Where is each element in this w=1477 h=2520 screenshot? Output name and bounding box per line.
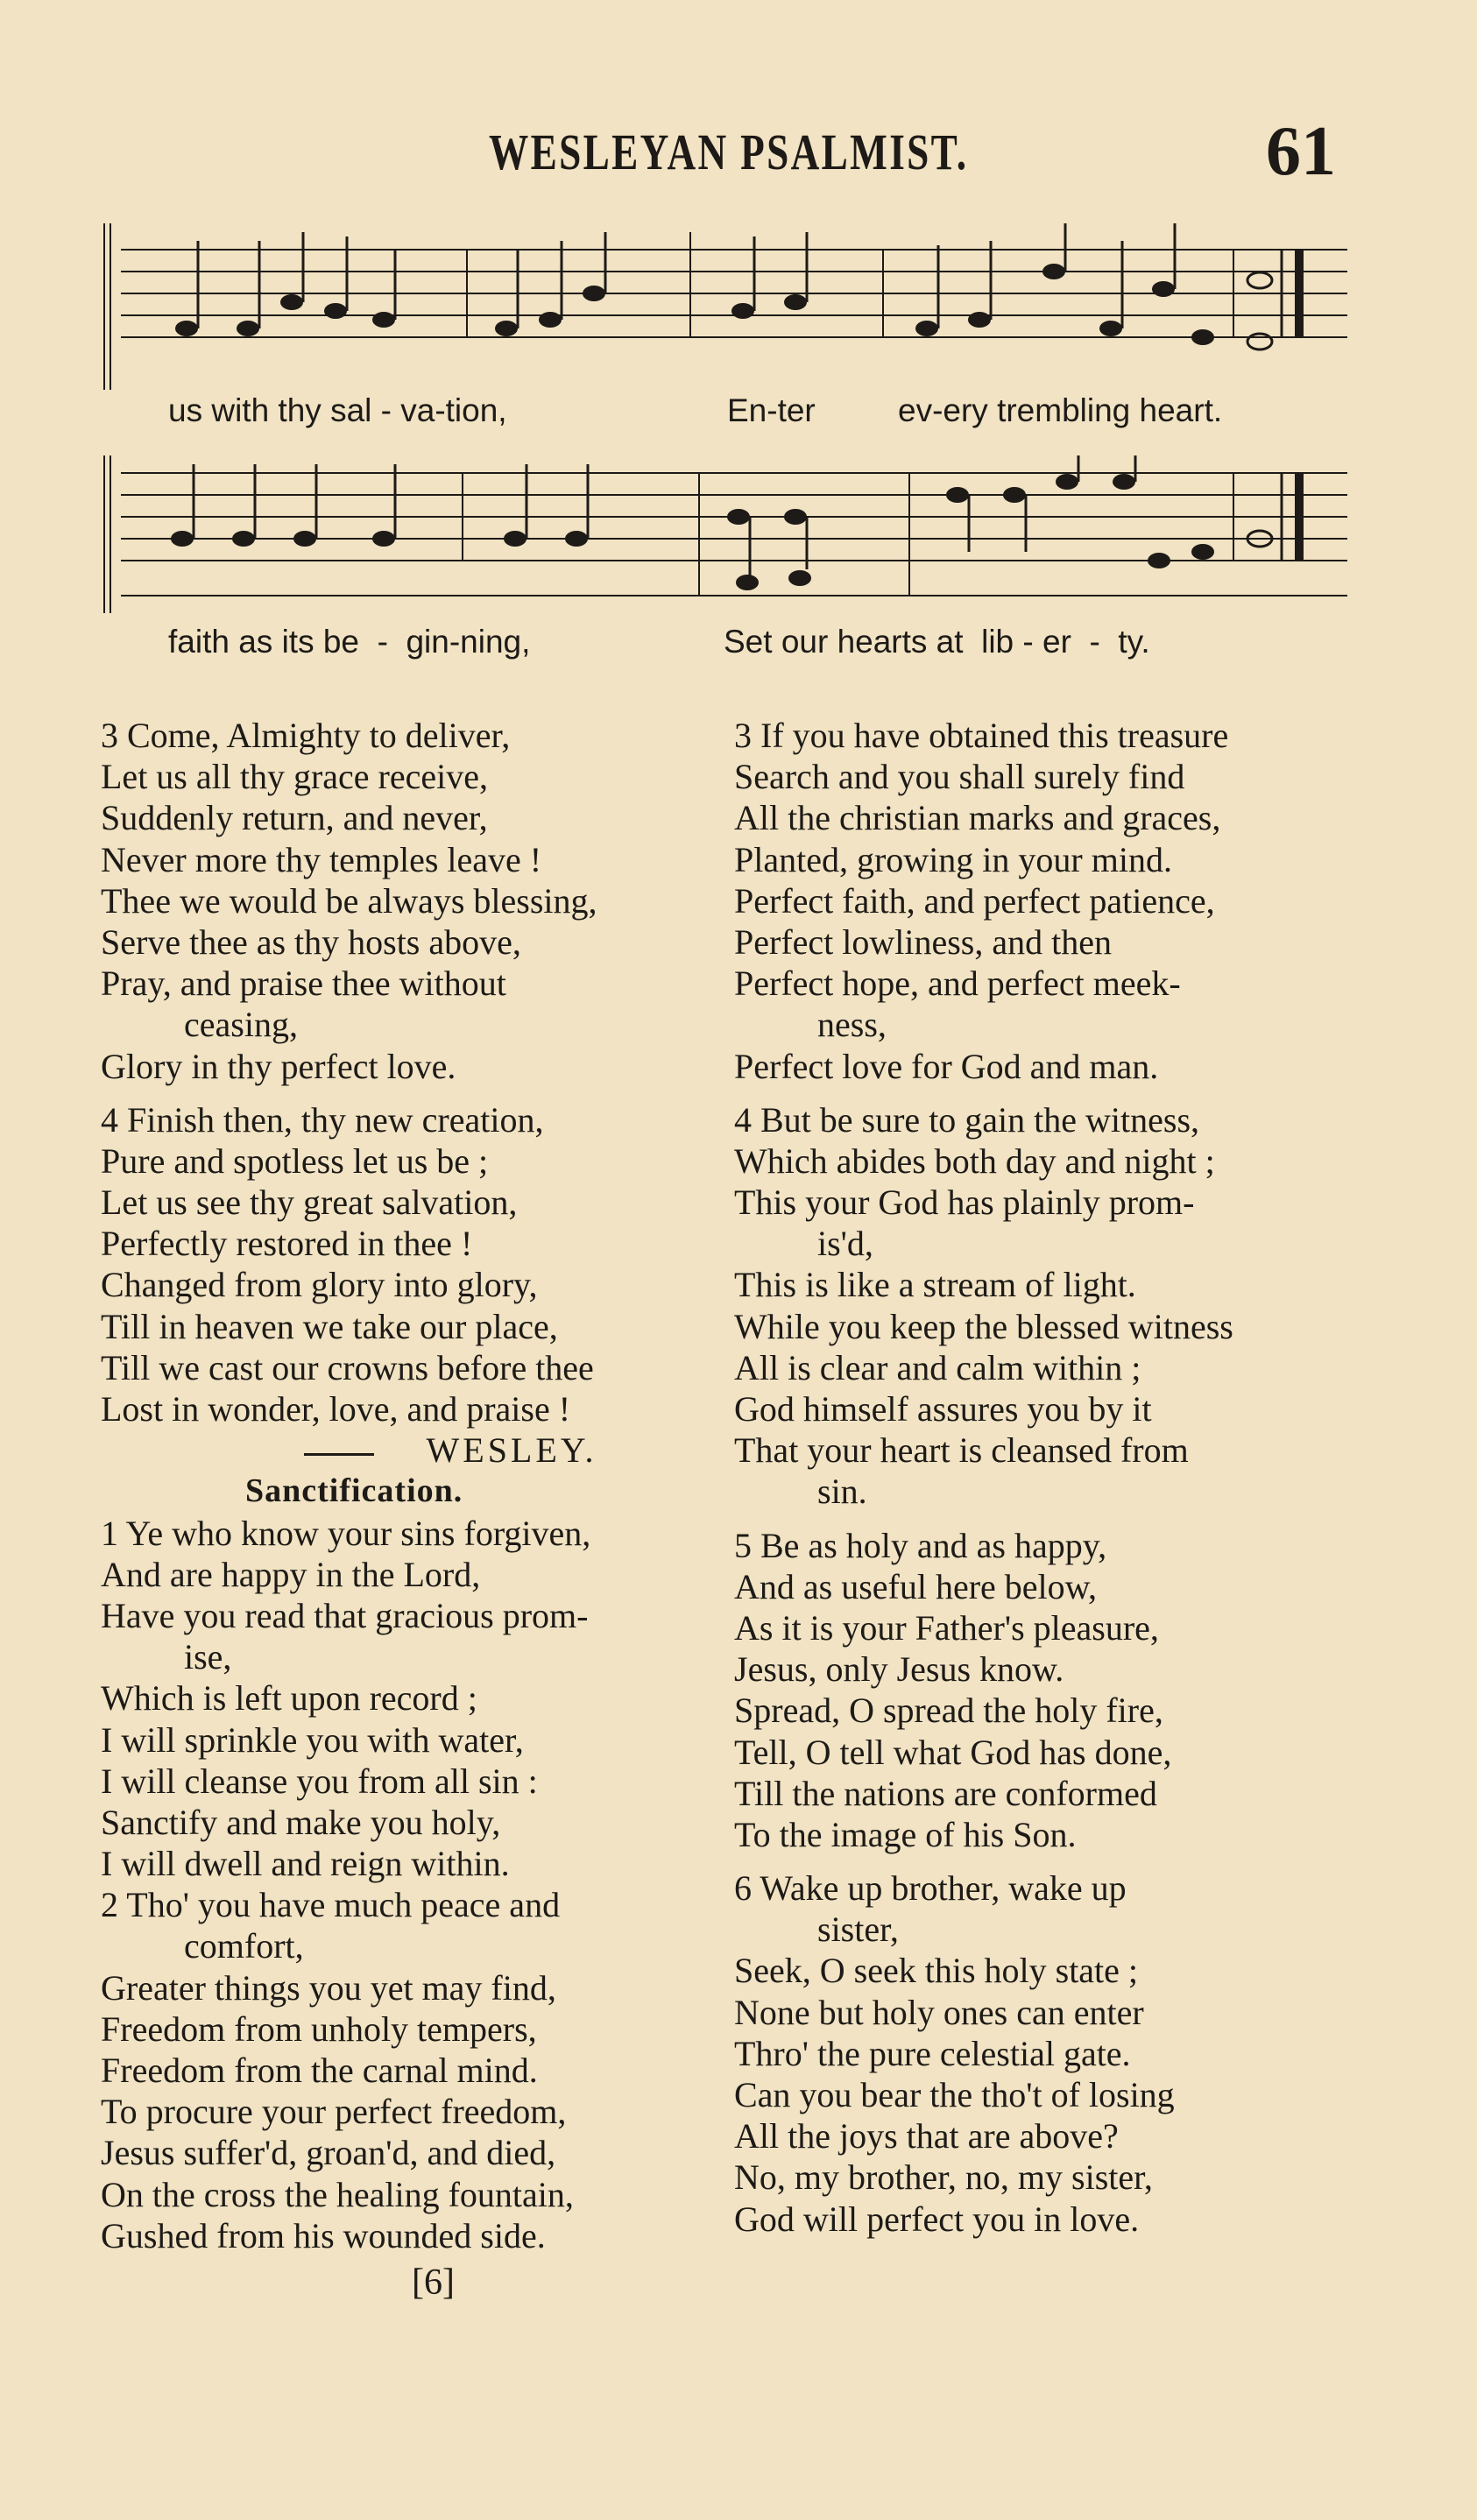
- verse-line: 5 Be as holy and as happy,: [734, 1525, 1107, 1565]
- verse-line: Suddenly return, and never,: [101, 798, 488, 838]
- lyric-line-2b: Set our hearts at lib - er - ty.: [724, 624, 1150, 660]
- verse-line: Perfect faith, and perfect patience,: [734, 880, 1215, 921]
- verse-line: That your heart is cleansed from: [734, 1430, 1189, 1471]
- verse-line: Planted, growing in your mind.: [734, 839, 1172, 879]
- verse-line: No, my brother, no, my sister,: [734, 2157, 1153, 2198]
- verse-line: Never more thy temples leave !: [101, 839, 542, 879]
- verse-line: 3 Come, Almighty to deliver,: [101, 716, 511, 755]
- stanza-5-right: [734, 1525, 1233, 1856]
- lyric-line-2a: faith as its be - gin-ning,: [168, 624, 531, 660]
- stanza-4-right: [734, 1099, 1233, 1513]
- verse-line: I will sprinkle you with water,: [101, 1719, 524, 1760]
- verse-line: ness,: [817, 1005, 887, 1045]
- music-staff-system-2: [103, 455, 1354, 613]
- verse-line: Freedom from unholy tempers,: [101, 2008, 537, 2049]
- verse-line: I will cleanse you from all sin :: [101, 1761, 538, 1801]
- verse-line: All the joys that are above?: [734, 2116, 1119, 2156]
- verse-line: 4 But be sure to gain the witness,: [734, 1099, 1200, 1140]
- verse-line: Thee we would be always blessing,: [101, 880, 597, 921]
- verse-line: Greater things you yet may find,: [101, 1967, 556, 2008]
- verse-line: Jesus, only Jesus know.: [734, 1649, 1064, 1690]
- verse-line: Serve thee as thy hosts above,: [101, 921, 521, 962]
- verse-line: This is like a stream of light.: [734, 1265, 1136, 1305]
- verse-line: Perfect hope, and perfect meek-: [734, 964, 1181, 1004]
- verse-line: All is clear and calm within ;: [734, 1347, 1141, 1387]
- verse-line: Till in heaven we take our place,: [101, 1306, 558, 1346]
- verse-line: 3 If you have obtained this treasure: [734, 716, 1229, 755]
- verse-line: ceasing,: [184, 1005, 298, 1045]
- verse-line: Changed from glory into glory,: [101, 1265, 538, 1305]
- right-text-column: [734, 715, 1233, 2240]
- verse-line: Thro' the pure celestial gate.: [734, 2033, 1131, 2073]
- verse-line: On the cross the healing fountain,: [101, 2174, 574, 2214]
- verse-line: is'd,: [817, 1224, 873, 1264]
- verse-line: To the image of his Son.: [734, 1814, 1077, 1854]
- verse-line: Let us all thy grace receive,: [101, 757, 488, 797]
- verse-line: Which abides both day and night ;: [734, 1140, 1215, 1181]
- verse-line: Have you read that gracious prom-: [101, 1595, 589, 1635]
- verse-line: sin.: [817, 1472, 867, 1512]
- music-notation-2: [103, 455, 1354, 613]
- verse-line: 2 Tho' you have much peace and: [101, 1885, 561, 1925]
- verse-line: God will perfect you in love.: [734, 2199, 1140, 2239]
- verse-line: God himself assures you by it: [734, 1389, 1152, 1429]
- author-name: WESLEY.: [426, 1430, 597, 1471]
- verse-line: As it is your Father's pleasure,: [734, 1607, 1159, 1648]
- verse-line: 1 Ye who know your sins forgiven,: [101, 1513, 591, 1553]
- hymn2-stanza-1: [101, 1513, 597, 1885]
- verse-line: Tell, O tell what God has done,: [734, 1732, 1172, 1772]
- verse-line: Seek, O seek this holy state ;: [734, 1951, 1139, 1991]
- verse-line: Till the nations are conformed: [734, 1773, 1157, 1813]
- stanza-3-right: [734, 715, 1233, 1087]
- verse-line: Gushed from his wounded side.: [101, 2215, 546, 2255]
- stanza-3-left: [101, 715, 597, 1087]
- verse-line: Freedom from the carnal mind.: [101, 2051, 538, 2090]
- verse-line: Which is left upon record ;: [101, 1678, 477, 1719]
- verse-line: Perfect love for God and man.: [734, 1046, 1159, 1086]
- verse-line: Pure and spotless let us be ;: [101, 1140, 489, 1181]
- verse-line: Perfectly restored in thee !: [101, 1224, 473, 1264]
- page-number: 61: [1266, 113, 1336, 190]
- verse-line: 6 Wake up brother, wake up: [734, 1868, 1127, 1909]
- verse-line: None but holy ones can enter: [734, 1992, 1144, 2032]
- author-credit: [101, 1429, 597, 1471]
- verse-line: Spread, O spread the holy fire,: [734, 1691, 1163, 1731]
- lyric-line-1b: En-ter: [727, 392, 816, 428]
- verse-line: I will dwell and reign within.: [101, 1844, 510, 1884]
- stanza-4-left: [101, 1099, 597, 1430]
- signature-mark: [6]: [412, 2262, 455, 2303]
- hymn2-stanza-2: [101, 1884, 597, 2256]
- verse-line: Can you bear the tho't of losing: [734, 2075, 1175, 2114]
- verse-line: Glory in thy perfect love.: [101, 1046, 456, 1086]
- verse-line: And are happy in the Lord,: [101, 1554, 481, 1594]
- verse-line: Till we cast our crowns before thee: [101, 1347, 594, 1387]
- verse-line: 4 Finish then, thy new creation,: [101, 1099, 544, 1140]
- verse-line: sister,: [817, 1909, 899, 1950]
- music-staff-system-1: [103, 223, 1354, 390]
- stanza-6-right: [734, 1867, 1233, 2240]
- verse-line: ise,: [184, 1637, 232, 1677]
- verse-line: This your God has plainly prom-: [734, 1182, 1195, 1223]
- running-header-title: WESLEYAN PSALMIST.: [489, 124, 969, 180]
- verse-line: Sanctify and make you holy,: [101, 1802, 501, 1842]
- verse-line: To procure your perfect freedom,: [101, 2092, 567, 2132]
- lyric-line-1c: ev-ery trembling heart.: [898, 392, 1223, 428]
- music-notation-1: [103, 223, 1354, 390]
- verse-line: Let us see thy great salvation,: [101, 1182, 518, 1223]
- verse-line: Lost in wonder, love, and praise !: [101, 1389, 571, 1429]
- left-text-column: [101, 715, 597, 2256]
- verse-line: Search and you shall surely find: [734, 757, 1185, 797]
- verse-line: And as useful here below,: [734, 1566, 1097, 1606]
- hymn-heading: Sanctification.: [245, 1472, 463, 1510]
- lyric-line-1a: us with thy sal - va-tion,: [168, 392, 507, 428]
- verse-line: All the christian marks and graces,: [734, 798, 1221, 838]
- verse-line: Pray, and praise thee without: [101, 964, 506, 1004]
- credit-rule: [304, 1453, 374, 1456]
- verse-line: While you keep the blessed witness: [734, 1306, 1233, 1346]
- verse-line: Perfect lowliness, and then: [734, 921, 1112, 962]
- verse-line: comfort,: [184, 1926, 304, 1966]
- verse-line: Jesus suffer'd, groan'd, and died,: [101, 2133, 556, 2173]
